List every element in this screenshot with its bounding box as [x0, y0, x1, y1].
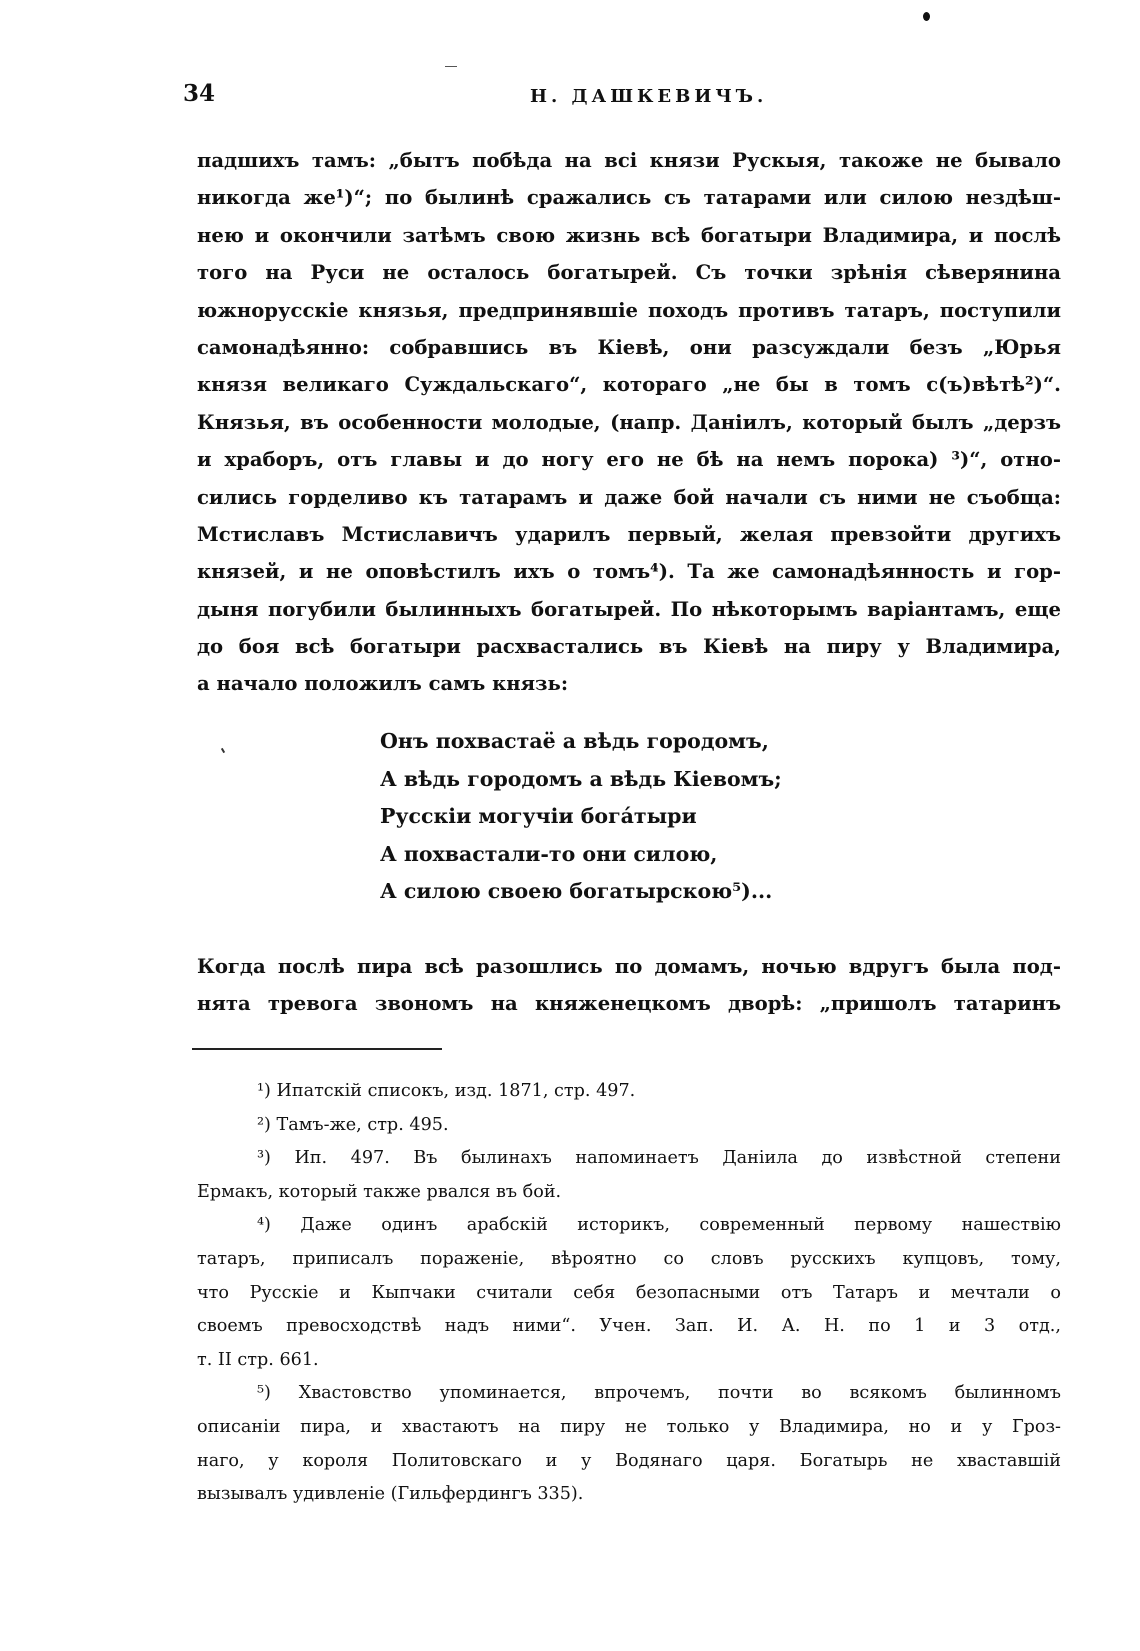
text-line: до боя всѣ богатыри расхвастались въ Кіевѣ на пиру у Владимира,: [197, 635, 1061, 659]
text-line: Когда послѣ пира всѣ разошлись по домамъ, ночью вдругъ была под-: [197, 955, 1061, 978]
running-title: Н. ДАШКЕВИЧЪ.: [530, 86, 768, 107]
footnote-3: ³) Ип. 497. Въ былинахъ напоминаетъ Даніила до извѣстной степени: [257, 1148, 1061, 1169]
footnote-4: ⁴) Даже одинъ арабскій историкъ, современный первому нашествію: [257, 1215, 1062, 1236]
verse-line: Русскіи могучіи богáтыри: [380, 804, 697, 828]
verse-line: Онъ похвастаё а вѣдь городомъ,: [380, 729, 769, 753]
text-line: Мстиславъ Мстиславичъ ударилъ первый, желая превзойти другихъ: [197, 522, 1061, 546]
footnotes: [197, 1075, 1061, 1512]
text-line: дыня погубили былинныхъ богатырей. По нѣкоторымъ варіантамъ, еще: [197, 597, 1061, 621]
ink-tick: [221, 748, 225, 753]
footnote-line: наго, у короля Политовскаго и у Водянаго царя. Богатырь не хваставшій: [197, 1450, 1061, 1471]
text-line: нею и окончили затѣмъ свою жизнь всѣ богатыри Владимира, и послѣ: [197, 223, 1061, 247]
footnote-line: что Русскіе и Кыпчаки считали себя безопасными отъ Татаръ и мечтали о: [197, 1282, 1061, 1303]
footnote-marker: ³): [257, 1148, 271, 1169]
footnote-1: ¹) Ипатскій списокъ, изд. 1871, стр. 497.: [257, 1081, 636, 1101]
footnote-line: вызывалъ удивленіе (Гильфердингъ 335).: [197, 1484, 584, 1505]
text-line: южнорусскіе князья, предпринявшіе походъ противъ татаръ, поступили: [197, 298, 1061, 322]
page-number: 34: [183, 80, 216, 107]
text-line: а начало положилъ самъ князь:: [197, 672, 569, 696]
footnote-line: т. II стр. 661.: [197, 1349, 319, 1370]
text-line: князя великаго Суждальскаго“, котораго „не бы в томъ с(ъ)вѣтѣ²)“.: [197, 373, 1061, 397]
footnote-line: татаръ, приписалъ пораженіе, вѣроятно со словъ русскихъ купцовъ, тому,: [197, 1248, 1061, 1269]
footnote-line: своемъ превосходствѣ надъ ними“. Учен. Зап. И. А. Н. по 1 и 3 отд.,: [197, 1316, 1061, 1337]
text-line: никогда же¹)“; по былинѣ сражались съ татарами или силою нездѣш-: [197, 186, 1061, 210]
footnote-2: ²) Тамъ-же, стр. 495.: [257, 1114, 449, 1135]
verse-block: [380, 723, 900, 911]
main-text: [197, 142, 1061, 703]
footnote-line: описаніи пира, и хвастаютъ на пиру не только у Владимира, но и у Гроз-: [197, 1416, 1061, 1437]
footnote-marker: ⁵): [257, 1383, 271, 1404]
text-line: и храборъ, отъ главы и до ногу его не бѣ на немъ порока) ³)“, отно-: [197, 448, 1061, 472]
footnote-separator: [192, 1048, 442, 1050]
footnote-marker: ¹): [257, 1081, 271, 1101]
text-line: падшихъ тамъ: „бытъ побѣда на всі князи Рускыя, такоже не бывало: [197, 149, 1061, 172]
verse-line: А похвастали-то они силою,: [380, 841, 718, 866]
text-line: нята тревога звономъ на княженецкомъ дворѣ: „пришолъ татаринъ: [197, 992, 1061, 1016]
footnote-marker: ⁴): [257, 1215, 271, 1236]
text-line: сились горделиво къ татарамъ и даже бой начали съ ними не съобща:: [197, 485, 1061, 509]
ink-speck: [923, 12, 930, 21]
main-text-continued: [197, 948, 1061, 1023]
verse-line: А силою своею богатырскою⁵)...: [380, 879, 773, 903]
text-line: князей, и не оповѣстилъ ихъ о томъ⁴). Та же самонадѣянность и гор-: [197, 560, 1061, 584]
footnote-marker: ²): [257, 1114, 271, 1135]
verse-line: А вѣдь городомъ а вѣдь Кіевомъ;: [380, 766, 782, 791]
text-line: самонадѣянно: собравшись въ Кіевѣ, они разсуждали безъ „Юрья: [197, 335, 1061, 359]
footnote-5: ⁵) Хвастовство упоминается, впрочемъ, почти во всякомъ былинномъ: [257, 1383, 1061, 1404]
text-line: того на Руси не осталось богатырей. Съ точки зрѣнія сѣверянина: [197, 261, 1061, 285]
footnote-line: Ермакъ, который также рвался въ бой.: [197, 1181, 562, 1202]
text-line: Князья, въ особенности молодые, (напр. Даніилъ, который былъ „дерзъ: [197, 410, 1061, 434]
ink-dash: [445, 66, 457, 67]
